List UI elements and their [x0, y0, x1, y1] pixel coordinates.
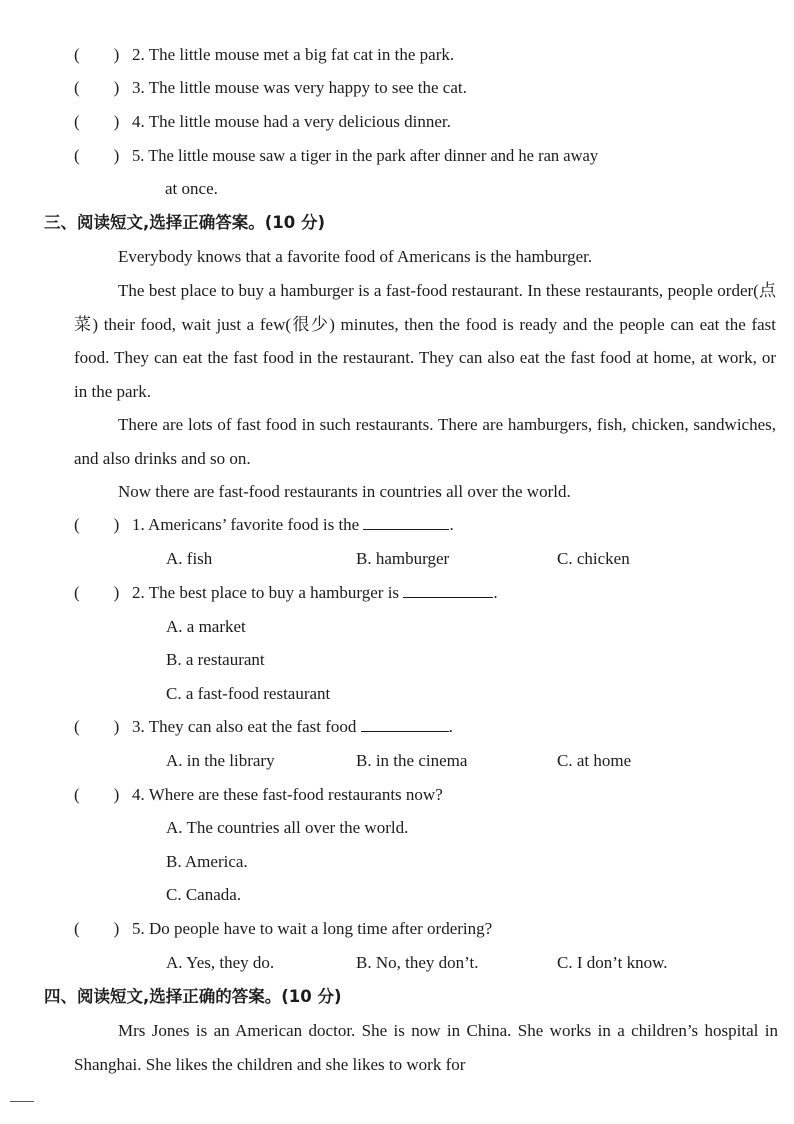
answer-paren[interactable]: ( ): [74, 45, 120, 64]
question-4-stem: 4. Where are these fast-food restaurants now?: [132, 785, 443, 804]
q4-option-c[interactable]: C. Canada.: [166, 885, 242, 904]
question-2-stem: 2. The best place to buy a hamburger is: [132, 583, 400, 602]
question-3: 3. They can also eat the fast food .: [132, 717, 453, 736]
answer-paren[interactable]: ( ): [74, 583, 120, 602]
tf-item-4: 4. The little mouse had a very delicious dinner.: [132, 112, 451, 131]
tf-item-3: 3. The little mouse was very happy to see the cat.: [132, 78, 467, 97]
answer-paren[interactable]: ( ): [74, 919, 120, 938]
q3-option-b[interactable]: B. in the cinema: [356, 751, 468, 770]
q1-option-c[interactable]: C. chicken: [557, 549, 630, 568]
q2-option-b[interactable]: B. a restaurant: [166, 650, 265, 669]
question-3-stem: 3. They can also eat the fast food: [132, 717, 357, 736]
passage-4-paragraph-1: Mrs Jones is an American doctor. She is now in China. She works in a children’s hospital in Shanghai. She likes the children and she likes to work for: [74, 1021, 778, 1074]
q1-option-b[interactable]: B. hamburger: [356, 549, 450, 568]
q5-option-c[interactable]: C. I don’t know.: [557, 953, 668, 972]
q1-option-a[interactable]: A. fish: [166, 549, 213, 568]
answer-paren[interactable]: ( ): [74, 515, 120, 534]
question-5-stem: 5. Do people have to wait a long time after ordering?: [132, 919, 493, 938]
passage-paragraph-4: Now there are fast-food restaurants in countries all over the world.: [118, 482, 571, 501]
passage-paragraph-2: The best place to buy a hamburger is a fast-food restaurant. In these restaurants, people order(点菜) their food, wait just a few(很少) minutes, then the food is ready and the people can eat the fast food. They can eat the fast food in the restaurant. They can also eat the fast food at home, at work, or in the park.: [74, 281, 776, 401]
answer-blank[interactable]: [403, 583, 493, 598]
q5-option-a[interactable]: A. Yes, they do.: [166, 953, 275, 972]
q3-option-c[interactable]: C. at home: [557, 751, 632, 770]
answer-paren[interactable]: ( ): [74, 717, 120, 736]
answer-paren[interactable]: ( ): [74, 146, 120, 165]
page-edge-mark: [10, 1101, 34, 1102]
passage-paragraph-3: There are lots of fast food in such restaurants. There are hamburgers, fish, chicken, sandwiches, and also drinks and so on.: [74, 415, 776, 468]
question-2: 2. The best place to buy a hamburger is .: [132, 583, 498, 602]
tf-item-5: 5. The little mouse saw a tiger in the park after dinner and he ran away: [132, 146, 599, 165]
q2-option-a[interactable]: A. a market: [166, 617, 246, 636]
answer-paren[interactable]: ( ): [74, 112, 120, 131]
answer-blank[interactable]: [363, 515, 449, 530]
answer-paren[interactable]: ( ): [74, 78, 120, 97]
q2-option-c[interactable]: C. a fast-food restaurant: [166, 684, 331, 703]
section-4-title: 四、阅读短文,选择正确的答案。(10 分): [44, 987, 342, 1006]
question-1: 1. Americans’ favorite food is the .: [132, 515, 454, 534]
question-1-stem: 1. Americans’ favorite food is the: [132, 515, 360, 534]
passage-paragraph-1: Everybody knows that a favorite food of Americans is the hamburger.: [118, 247, 593, 266]
section-3-title: 三、阅读短文,选择正确答案。(10 分): [44, 213, 326, 232]
q4-option-a[interactable]: A. The countries all over the world.: [166, 818, 409, 837]
q3-option-a[interactable]: A. in the library: [166, 751, 275, 770]
q4-option-b[interactable]: B. America.: [166, 852, 248, 871]
q5-option-b[interactable]: B. No, they don’t.: [356, 953, 479, 972]
tf-item-2: 2. The little mouse met a big fat cat in the park.: [132, 45, 455, 64]
tf-item-5-continued: at once.: [165, 179, 218, 198]
answer-paren[interactable]: ( ): [74, 785, 120, 804]
answer-blank[interactable]: [361, 717, 449, 732]
